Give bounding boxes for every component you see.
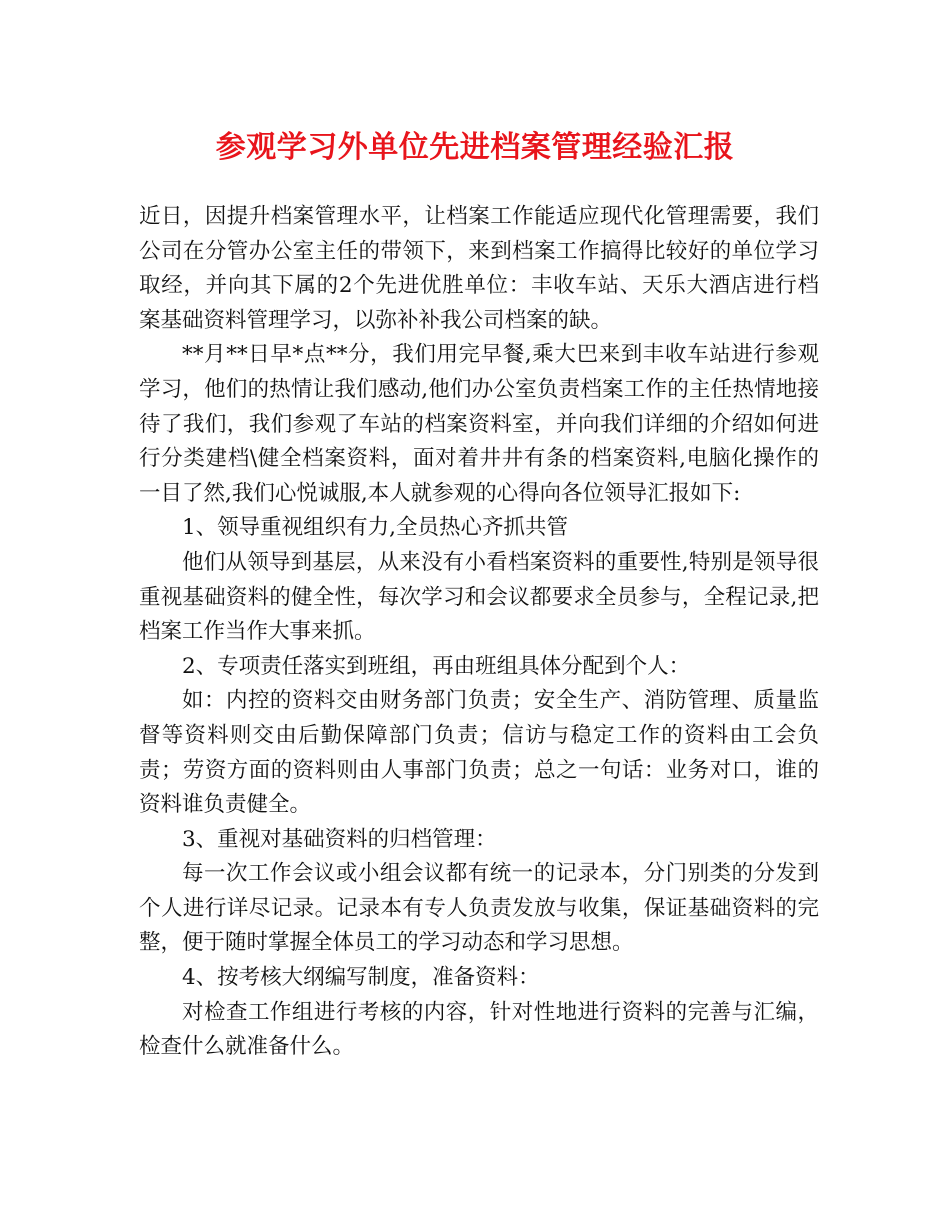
section-heading-1: 1、领导重视组织有力,全员热心齐抓共管	[182, 515, 569, 541]
section-heading-3: 3、重视对基础资料的归档管理：	[182, 826, 497, 852]
document-title: 参观学习外单位先进档案管理经验汇报	[215, 130, 735, 165]
paragraph-intro: 近日，因提升档案管理水平，让档案工作能适应现代化管理需要，我们公司在分管办公室主任的带领下，来到档案工作搞得比较好的单位学习取经，并向其下属的2个先进优胜单位：丰收车站、天乐大酒店进行档案基础资料管理学习，以弥补补我公司档案的缺。	[139, 204, 819, 333]
paragraph-section-3: 每一次工作会议或小组会议都有统一的记录本，分门别类的分发到个人进行详尽记录。记录本有专人负责发放与收集，保证基础资料的完整，便于随时掌握全体员工的学习动态和学习思想。	[139, 861, 819, 956]
document-body	[139, 200, 819, 1065]
paragraph-visit: **月**日早*点**分，我们用完早餐,乘大巴来到丰收车站进行参观学习，他们的热情让我们感动,他们办公室负责档案工作的主任热情地接待了我们，我们参观了车站的档案资料室，并向我们详细的介绍如何进行分类建档\健全档案资料，面对着井井有条的档案资料,电脑化操作的一目了然,我们心悦诚服,本人就参观的心得向各位领导汇报如下:	[139, 342, 819, 506]
section-heading-2: 2、专项责任落实到班组，再由班组具体分配到个人：	[182, 653, 691, 679]
paragraph-section-4: 对检查工作组进行考核的内容，针对性地进行资料的完善与汇编，检查什么就准备什么。	[139, 999, 819, 1060]
paragraph-section-2: 如：内控的资料交由财务部门负责；安全生产、消防管理、质量监督等资料则交由后勤保障部门负责；信访与稳定工作的资料由工会负责；劳资方面的资料则由人事部门负责；总之一句话：业务对口，谁的资料谁负责健全。	[139, 688, 819, 818]
paragraph-section-1: 他们从领导到基层，从来没有小看档案资料的重要性,特别是领导很重视基础资料的健全性，每次学习和会议都要求全员参与，全程记录,把档案工作当作大事来抓。	[139, 549, 819, 645]
section-heading-4: 4、按考核大纲编写制度，准备资料：	[182, 965, 540, 991]
